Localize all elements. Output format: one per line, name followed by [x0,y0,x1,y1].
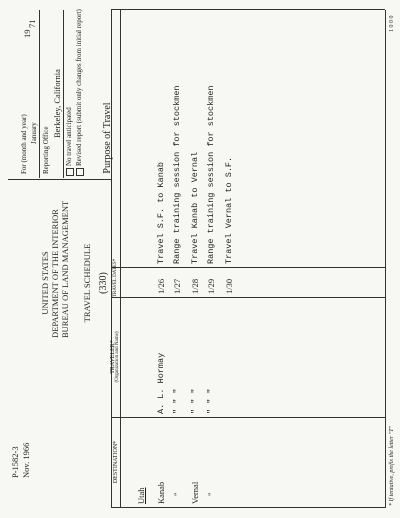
row-3-destination: Vernal [190,481,200,504]
header-traveler-sub: (Organization and Name) [115,331,120,383]
row-3-purpose: Travel Kanab to Vernal [190,151,200,264]
row-4-traveler: " " " [206,388,216,414]
reporting-office-label: Reporting Office [42,126,50,174]
month-underline [39,10,40,178]
header-dates: TRAVEL DATES* [113,258,118,297]
year-prefix: 19 [22,29,32,38]
revised-report-checkbox[interactable] [76,168,84,176]
row-2-traveler: " " " [172,388,182,414]
footnote: * If tentative, prefix the letter "T" [389,426,395,506]
table-bottom-border [385,10,386,508]
form-date: Nov. 1966 [21,442,31,478]
form-number: P-1582-3 [10,446,20,478]
row-5-purpose: Travel Vernal to S.F. [224,156,234,264]
report-month: January [30,122,38,144]
table-header-rule [120,10,121,508]
row-2-purpose: Range training session for stockmen [172,85,182,264]
for-label: For (month and year) [20,114,28,174]
header-destination: DESTINATION* [113,440,119,484]
page-code: 1 0 0 0 [389,15,395,32]
row-2-date: 1/27 [172,278,182,294]
revised-report-label: Revised report (submit only changes from initial report) [75,9,83,166]
column-divider-2 [111,297,385,298]
year-suffix: 71 [27,19,37,28]
row-1-destination: Kanab [156,481,166,504]
row-5-date: 1/30 [224,278,234,294]
row-3-traveler: " " " [190,388,200,414]
header-traveler: TRAVELER* [110,340,116,374]
row-1-traveler: A. L. Hormay [156,352,166,414]
no-travel-label: No travel anticipated [65,107,73,166]
row-4-destination: " [206,492,216,496]
column-divider-1 [111,417,385,418]
row-1-purpose: Travel S.F. to Kanab [156,161,166,264]
row-2-destination: " [172,492,182,496]
row-1-date: 1/26 [156,278,166,294]
header-purpose: Purpose of Travel [102,102,113,174]
office-underline [63,10,64,178]
state-label: Utah [136,487,146,504]
agency-line-3: BUREAU OF LAND MANAGEMENT [60,200,70,338]
row-3-date: 1/28 [190,278,200,294]
agency-line-1: UNITED STATES [40,251,50,315]
no-travel-checkbox[interactable] [66,168,74,176]
agency-line-2: DEPARTMENT OF THE INTERIOR [50,209,60,338]
column-divider-3 [111,267,385,268]
row-4-purpose: Range training session for stockmen [206,85,216,264]
table-left-border [111,507,385,508]
schedule-title: TRAVEL SCHEDULE [82,243,92,323]
row-4-date: 1/29 [206,278,216,294]
table-right-border [111,9,385,10]
schedule-code: (330) [98,272,109,294]
reporting-office: Berkeley, California [52,69,62,138]
header-box-divider [8,179,111,180]
